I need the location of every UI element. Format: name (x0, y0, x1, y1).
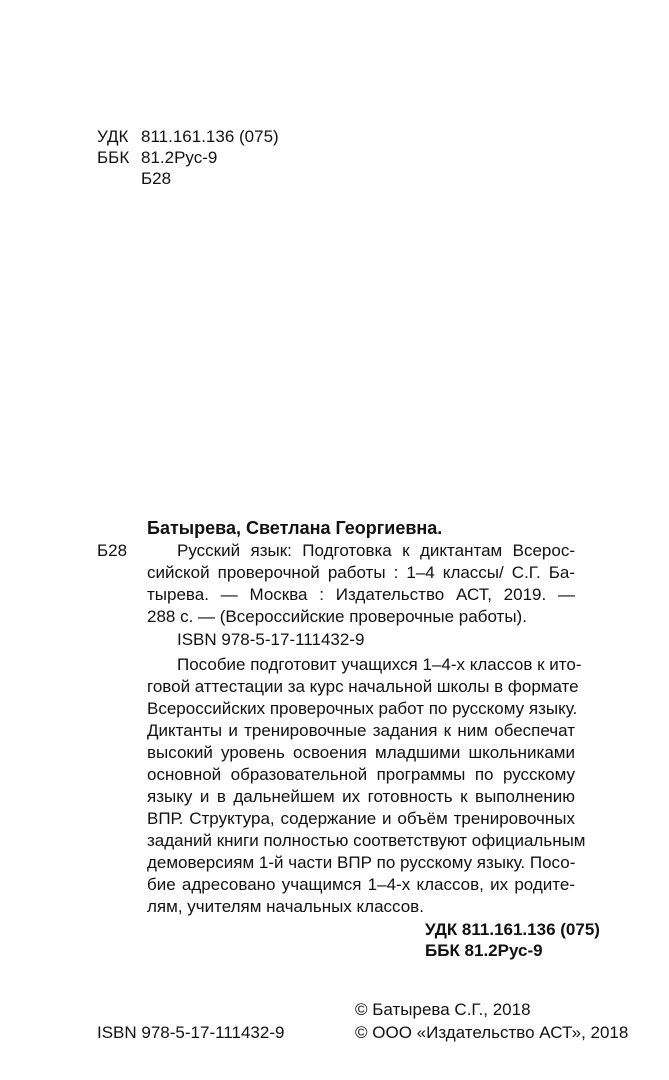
description-line: сийской проверочной работы : 1–4 классы/ С.Г. Ба- (147, 563, 575, 582)
annotation-line: заданий книги полностью соответствуют официальным (147, 831, 586, 850)
annotation-line: языку и в дальнейшем их готовность к выполнению (147, 787, 575, 806)
copyright-author: © Батырева С.Г., 2018 (355, 1000, 531, 1019)
annotation-line: основной образовательной программы по русскому (147, 765, 575, 784)
description-line: тырева. — Москва : Издательство АСТ, 2019. — (147, 585, 575, 604)
author-mark: Б28 (97, 541, 128, 560)
annotation-line: ВПР. Структура, содержание и объём тренировочных (147, 809, 575, 828)
bbk-label: ББК (97, 148, 130, 167)
annotation-line: Диктанты и тренировочные задания к ним обеспечат (147, 721, 575, 740)
annotation-line: говой аттестации за курс начальной школы в формате (147, 677, 579, 696)
annotation-line: Всероссийских проверочных работ по русскому языку. (147, 699, 578, 718)
annotation-line: Пособие подготовит учащихся 1–4-х классов к ито- (177, 655, 582, 674)
isbn-footer: ISBN 978-5-17-111432-9 (97, 1023, 285, 1042)
bbk-code-bold: ББК 81.2Рус-9 (425, 941, 543, 960)
annotation (147, 654, 586, 918)
annotation-line: высокий уровень освоения младшими школьниками (147, 743, 575, 762)
description-line: 288 с. — (Всероссийские проверочные работы). (147, 607, 527, 626)
isbn-entry: ISBN 978-5-17-111432-9 (177, 630, 365, 649)
description-line: Русский язык: Подготовка к диктантам Всерос- (177, 541, 575, 560)
udk-code-bold: УДК 811.161.136 (075) (425, 920, 600, 939)
bibliographic-description (147, 540, 575, 628)
annotation-line: демоверсиям 1-й части ВПР по русскому языку. Посо- (147, 853, 576, 872)
bbk-code-top (97, 148, 217, 168)
udk-value: 811.161.136 (075) (141, 127, 279, 146)
annotation-line: лям, учителям начальных классов. (147, 897, 424, 916)
author-heading: Батырева, Светлана Георгиевна. (147, 518, 443, 538)
author-mark-top: Б28 (141, 169, 172, 188)
udk-label: УДК (97, 127, 129, 146)
bbk-value: 81.2Рус-9 (141, 148, 218, 167)
annotation-line: бие адресовано учащимся 1–4-х классов, их родите- (147, 875, 575, 894)
udk-code-top (97, 127, 279, 147)
copyright-publisher: © ООО «Издательство АСТ», 2018 (355, 1023, 629, 1042)
